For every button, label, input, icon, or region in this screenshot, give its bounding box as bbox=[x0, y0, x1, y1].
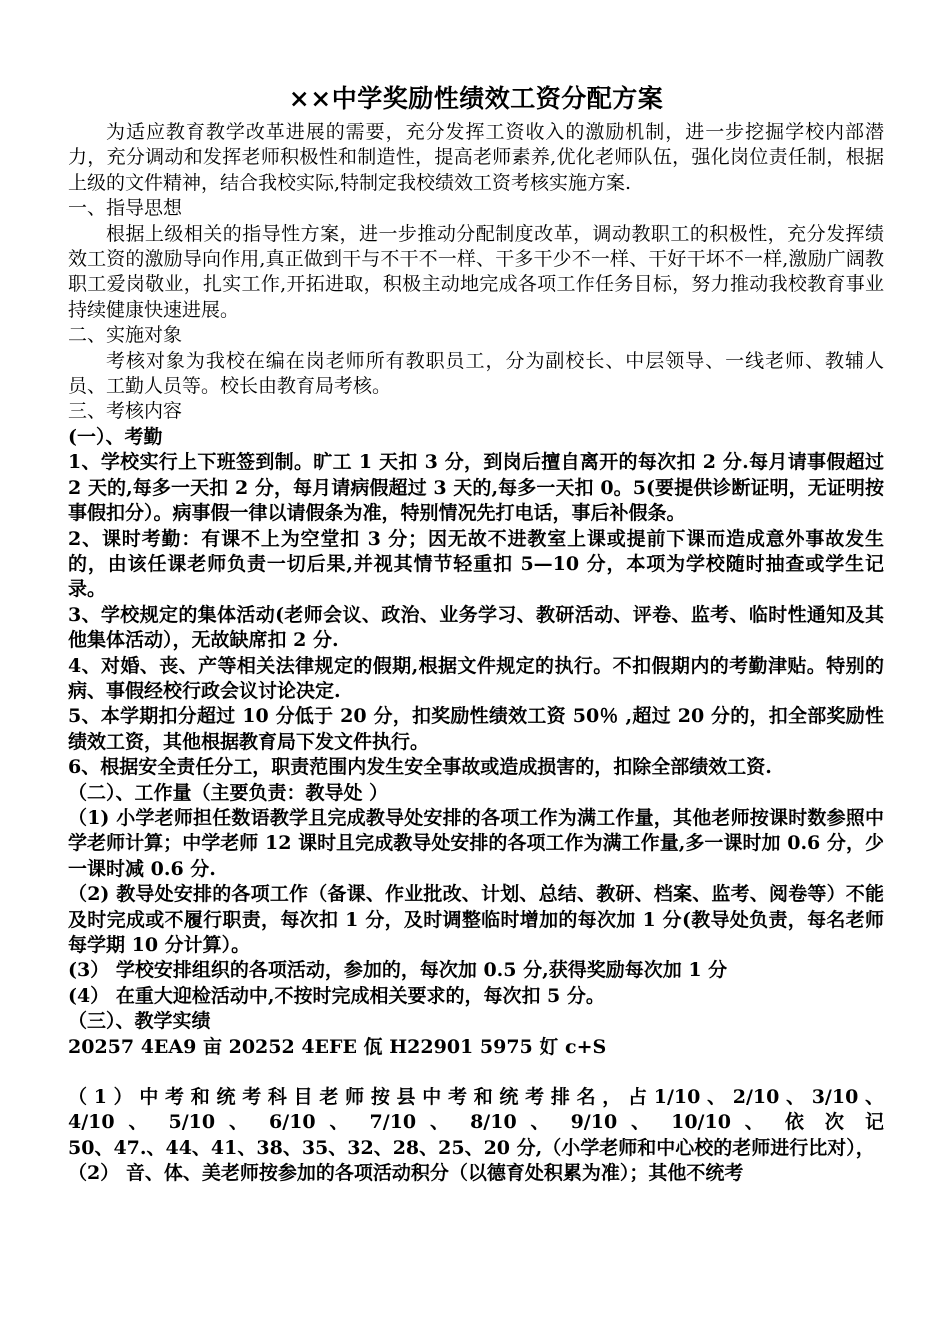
attendance-item-2: 2、课时考勤：有课不上为空堂扣 3 分；因无故不进教室上课或提前下课而造成意外事故发生的，由该任课老师负责一切后果,并视其情节轻重扣 5—10 分，本项为学校随时抽查或学生记录。 bbox=[68, 527, 884, 601]
attendance-item-5: 5、本学期扣分超过 10 分低于 20 分，扣奖励性绩效工资 50％ ,超过 20 分的，扣全部奖励性绩效工资，其他根据教育局下发文件执行。 bbox=[68, 705, 884, 753]
section2-paragraph: 考核对象为我校在编在岗老师所有教职员工，分为副校长、中层领导、一线老师、教辅人员、工勤人员等。校长由教育局考核。 bbox=[68, 349, 884, 398]
intro-paragraph: 为适应教育教学改革进展的需要，充分发挥工资收入的激励机制，进一步挖掘学校内部潜力，充分调动和发挥老师积极性和制造性，提高老师素养,优化老师队伍，强化岗位责任制，根据上级的文件精神，结合我校实际,特制定我校绩效工资考核实施方案. bbox=[68, 121, 884, 194]
workload-item-3: (3） 学校安排组织的各项活动，参加的，每次加 0.5 分,获得奖励每次加 1 分 bbox=[68, 959, 728, 982]
workload-item-4: (4） 在重大迎检活动中,不按时完成相关要求的，每次扣 5 分。 bbox=[68, 984, 605, 1007]
section1-paragraph: 根据上级相关的指导性方案，进一步推动分配制度改革，调动教职工的积极性，充分发挥绩效工资的激励导向作用,真正做到干与不干不一样、干多干少不一样、干好干坏不一样,激励广阔教职工爱岗敬业，扎实工作,开拓进取，积极主动地完成各项工作任务目标，努力推动我校教育事业持续健康快速进展。 bbox=[68, 222, 884, 321]
blank-line bbox=[68, 1060, 884, 1085]
workload-item-1: （1) 小学老师担任数语教学且完成教导处安排的各项工作为满工作量，其他老师按课时数参照中学老师计算；中学老师 12 课时且完成教导处安排的各项工作为满工作量,多一课时加 0.6 分，少一课时减 0.6 分. bbox=[68, 806, 884, 880]
performance-heading: （三）、教学实绩 bbox=[68, 1010, 211, 1033]
workload-heading: （二）、工作量（主要负责：教导处 ） bbox=[68, 781, 389, 804]
section1-heading: 一、指导思想 bbox=[68, 197, 183, 220]
document-title: ××中学奖励性绩效工资分配方案 bbox=[288, 84, 664, 113]
attendance-item-3: 3、学校规定的集体活动(老师会议、政治、业务学习、教研活动、评卷、监考、临时性通知及其他集体活动），无故缺席扣 2 分. bbox=[68, 603, 884, 652]
attendance-heading: (一）、考勤 bbox=[68, 425, 163, 448]
performance-item-1-lead: （ 1 ） 中 考 和 统 考 科 目 老 师 按 县 中 考 和 统 考 排 名 ， 占 1/10 、 2/10 、 3/10 、 4/10 、 5/10 、 6/10 、 7/10 、 8/10 、 9/10 、 10/10 、 依 次 记 bbox=[68, 1086, 884, 1134]
performance-item-1-rest: 50、47.、44、41、38、35、32、28、25、20 分,（小学老师和中心校的老师进行比对）， bbox=[68, 1136, 875, 1159]
attendance-item-1: 1、学校实行上下班签到制。旷工 1 天扣 3 分，到岗后擅自离开的每次扣 2 分.每月请事假超过 2 天的,每多一天扣 2 分，每月请病假超过 3 天的,每多一天扣 0。5(要提供诊断证明，无证明按事假扣分）。病事假一律以请假条为准，特别情况先打电话，事后补假条。 bbox=[68, 451, 884, 525]
workload-item-2: （2) 教导处安排的各项工作（备课、作业批改、计划、总结、教研、档案、监考、阅卷等）不能及时完成或不履行职责，每次扣 1 分，及时调整临时增加的每次加 1 分(教导处负责，每名老师每学期 10 分计算）。 bbox=[68, 883, 884, 956]
attendance-item-6: 6、根据安全责任分工，职责范围内发生安全事故或造成损害的，扣除全部绩效工资. bbox=[68, 756, 772, 779]
section3-heading: 三、考核内容 bbox=[68, 400, 183, 423]
attendance-item-4: 4、对婚、丧、产等相关法律规定的假期,根据文件规定的执行。不扣假期内的考勤津贴。特别的病、事假经校行政会议讨论决定. bbox=[68, 654, 884, 702]
section2-heading: 二、实施对象 bbox=[68, 324, 183, 347]
performance-item-2: （2） 音、体、美老师按参加的各项活动积分（以德育处积累为准）；其他不统考 bbox=[68, 1162, 744, 1185]
code-line: 20257 4EA9 亩 20252 4EFE 佤 H22901 5975 奵 c+S bbox=[68, 1035, 607, 1058]
